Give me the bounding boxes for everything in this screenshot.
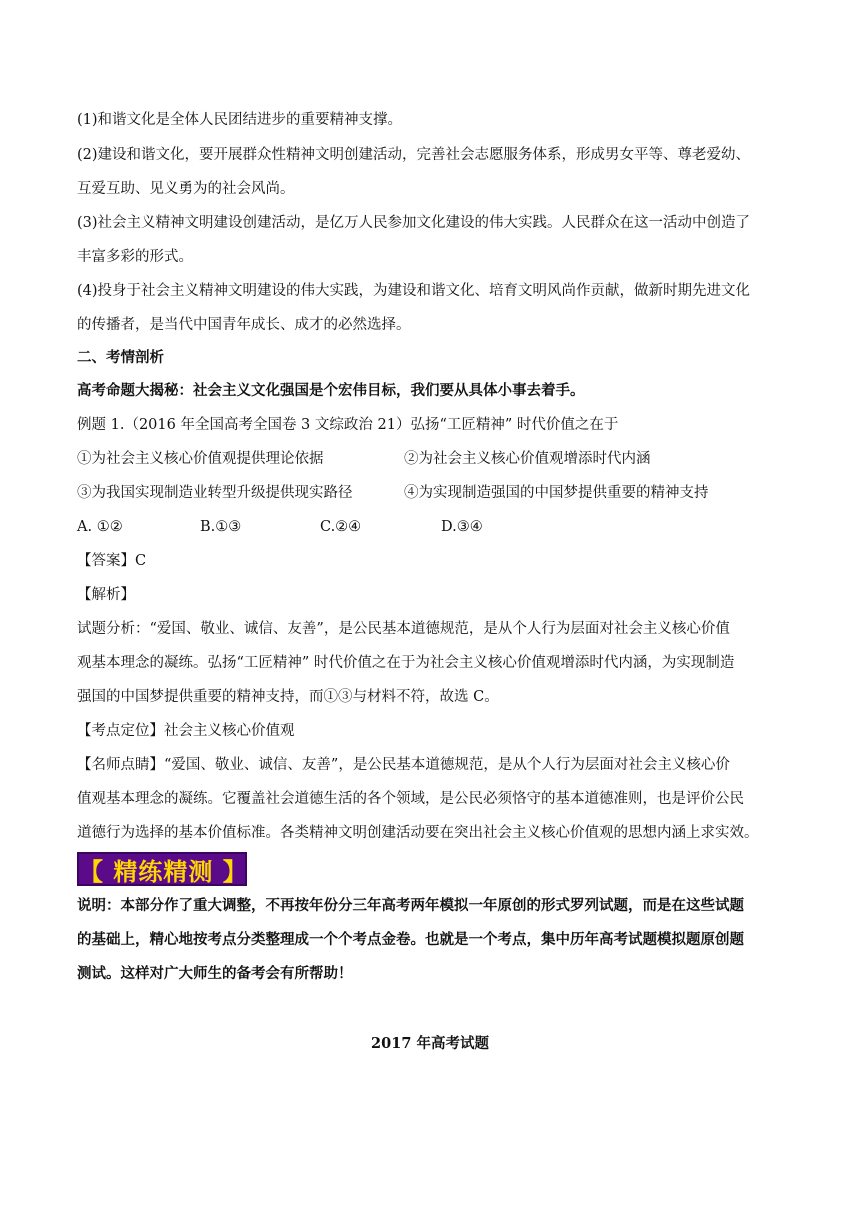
mingshi-line-3: 道德行为选择的基本价值标准。各类精神文明创建活动要在突出社会主义核心价值观的思想内涵上求实效。 — [77, 825, 759, 841]
choice-item-4: ④为实现制造强国的中国梦提供重要的精神支持 — [404, 485, 709, 501]
section-title: 二、考情剖析 — [77, 349, 164, 366]
point-4-line-2: 的传播者，是当代中国青年成长、成才的必然选择。 — [77, 317, 411, 333]
analysis-line-3: 强国的中国梦提供重要的精神支持，而①③与材料不符，故选 C。 — [77, 689, 499, 705]
mingshi-line-1: 【名师点睛】“爱国、敬业、诚信、友善”，是公民基本道德规范，是从个人行为层面对社会主义核心价 — [77, 757, 730, 773]
choice-item-2: ②为社会主义核心价值观增添时代内涵 — [404, 451, 651, 467]
choice-item-1: ①为社会主义核心价值观提供理论依据 — [77, 451, 324, 467]
choice-item-3: ③为我国实现制造业转型升级提供现实路径 — [77, 485, 353, 501]
note-line-2: 的基础上，精心地按考点分类整理成一个个考点金卷。也就是一个考点，集中历年高考试题模拟题原创题 — [77, 931, 744, 948]
kaodian-dingwei: 【考点定位】社会主义核心价值观 — [77, 723, 295, 739]
answer: 【答案】C — [77, 553, 147, 569]
analysis-label: 【解析】 — [77, 587, 135, 603]
point-2-line-1: (2)建设和谐文化，要开展群众性精神文明创建活动，完善社会志愿服务体系，形成男女平等、尊老爱幼、 — [77, 147, 751, 163]
analysis-line-1: 试题分析：“爱国、敬业、诚信、友善”，是公民基本道德规范，是从个人行为层面对社会主义核心价值 — [77, 621, 730, 637]
point-3-line-2: 丰富多彩的形式。 — [77, 249, 193, 265]
practice-section-badge — [77, 852, 247, 886]
option-a: A. ①② — [77, 519, 123, 535]
option-d: D.③④ — [441, 519, 483, 535]
example-question: 例题 1.（2016 年全国高考全国卷 3 文综政治 21）弘扬“工匠精神” 时代价值之在于 — [77, 417, 619, 433]
option-c: C.②④ — [320, 519, 362, 535]
note-line-3: 测试。这样对广大师生的备考会有所帮助！ — [77, 965, 353, 982]
point-1: (1)和谐文化是全体人民团结进步的重要精神支撑。 — [77, 112, 403, 128]
point-4-line-1: (4)投身于社会主义精神文明建设的伟大实践，为建设和谐文化、培育文明风尚作贡献，做新时期先进文化 — [77, 283, 751, 299]
option-b: B.①③ — [200, 519, 242, 535]
point-3-line-1: (3)社会主义精神文明建设创建活动，是亿万人民参加文化建设的伟大实践。人民群众在这一活动中创造了 — [77, 215, 751, 231]
point-2-line-2: 互爱互助、见义勇为的社会风尚。 — [77, 181, 295, 197]
mingshi-line-2: 值观基本理念的凝练。它覆盖社会道德生活的各个领域，是公民必须恪守的基本道德准则，也是评价公民 — [77, 791, 744, 807]
secret-heading: 高考命题大揭秘：社会主义文化强国是个宏伟目标，我们要从具体小事去着手。 — [77, 382, 585, 399]
badge-text: 【 精练精测 】 — [79, 857, 248, 886]
analysis-line-2: 观基本理念的凝练。弘扬“工匠精神” 时代价值之在于为社会主义核心价值观增添时代内涵，为实现制造 — [77, 655, 735, 671]
year-heading: 2017 年高考试题 — [371, 1035, 489, 1052]
note-line-1: 说明：本部分作了重大调整，不再按年份分三年高考两年模拟一年原创的形式罗列试题，而是在这些试题 — [77, 897, 744, 914]
